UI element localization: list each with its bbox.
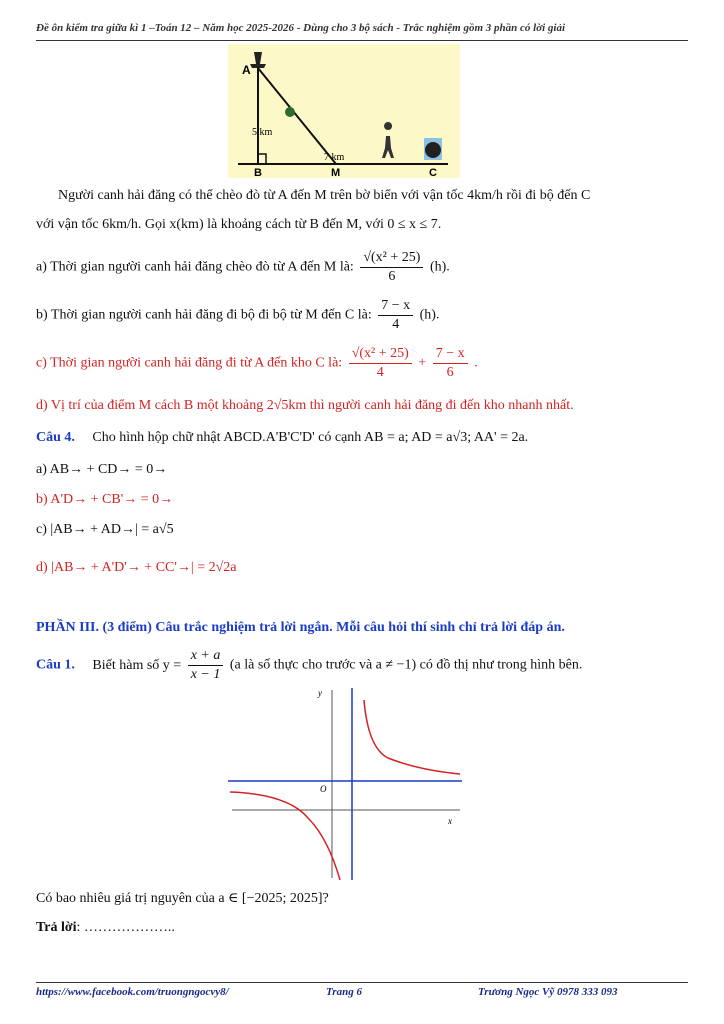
intro-line-2: với vận tốc 6km/h. Gọi x(km) là khoảng cách từ B đến M, với 0 ≤ x ≤ 7.: [36, 217, 442, 232]
warehouse-shape: [425, 142, 441, 158]
plus-sign: +: [418, 355, 427, 371]
curve-left-branch: [230, 792, 340, 880]
q4-option-d: d) |AB→ + A'D'→ + CC'→| = 2√2a: [36, 560, 237, 575]
intro-line-1: Người canh hải đăng có thể chèo đò từ A đến M trên bờ biển với vận tốc 4km/h rồi đi bộ đến C: [58, 188, 591, 203]
statement-c-fraction-1: [349, 346, 412, 381]
fraction-numerator: x + a: [188, 648, 224, 666]
question-4-label: Câu 4.: [36, 430, 75, 445]
answer-blank: : ………………..: [76, 920, 175, 935]
label-M: M: [331, 167, 341, 178]
question-1: [36, 648, 582, 683]
page-header: Đề ôn kiểm tra giữa kì 1 –Toán 12 – Năm học 2025-2026 - Dùng cho 3 bộ sách - Trắc nghiệm gồm 3 phần có lời giải: [36, 22, 566, 34]
statement-a-unit: (h).: [429, 259, 450, 275]
statement-c-text: c) Thời gian người canh hải đăng đi từ A đến kho C là:: [36, 355, 343, 371]
footer-url[interactable]: https://www.facebook.com/truongngocvy8/: [36, 986, 229, 998]
part-3-heading: PHẦN III. (3 điểm) Câu trắc nghiệm trả lời ngắn. Mỗi câu hỏi thí sinh chỉ trả lời đáp án.: [36, 620, 565, 635]
statement-b-text: b) Thời gian người canh hải đăng đi bộ đi bộ từ M đến C là:: [36, 307, 372, 323]
fraction-numerator: 7 − x: [433, 346, 468, 364]
label-7km: 7 km: [324, 152, 345, 163]
coast-diagram: [228, 44, 460, 178]
question-4-stem: Cho hình hộp chữ nhật ABCD.A'B'C'D' có cạnh AB = a; AD = a√3; AA' = 2a.: [92, 430, 529, 445]
q4-option-c: c) |AB→ + AD→| = a√5: [36, 522, 174, 537]
label-y: y: [318, 688, 322, 698]
answer-label: Trả lời: [36, 920, 77, 935]
statement-a: [36, 250, 450, 285]
question-1-stem-after: (a là số thực cho trước và a ≠ −1) có đồ thị như trong hình bên.: [229, 657, 583, 673]
statement-b-unit: (h).: [419, 307, 440, 323]
q4-option-b: b) A'D→ + CB'→ = 0→: [36, 492, 174, 507]
fraction-numerator: √(x² + 25): [360, 250, 423, 268]
label-A: A: [242, 63, 251, 77]
footer-page-number: Trang 6: [326, 986, 362, 998]
fraction-numerator: 7 − x: [378, 298, 413, 316]
label-x: x: [448, 816, 452, 826]
fraction-denominator: 6: [388, 269, 396, 284]
label-B: B: [254, 167, 262, 178]
function-fraction: [188, 648, 224, 683]
label-origin: O: [320, 784, 327, 794]
fraction-numerator: √(x² + 25): [349, 346, 412, 364]
q4-option-a: a) AB→ + CD→ = 0→: [36, 462, 168, 477]
fraction-denominator: 4: [392, 317, 400, 332]
question-1-stem-before: Biết hàm số y =: [92, 657, 182, 673]
statement-c-end: .: [474, 355, 478, 371]
header-divider: [36, 40, 688, 41]
statement-a-fraction: [360, 250, 423, 285]
statement-c-fraction-2: [433, 346, 468, 381]
question-1-ask: Có bao nhiêu giá trị nguyên của a ∈ [−2025; 2025]?: [36, 891, 329, 906]
statement-c: [36, 346, 478, 381]
curve-right-branch: [364, 700, 460, 774]
answer-line: [36, 920, 175, 936]
statement-a-text: a) Thời gian người canh hải đăng chèo đò từ A đến M là:: [36, 259, 354, 275]
function-graph: [228, 688, 462, 880]
fraction-denominator: 6: [446, 365, 454, 380]
statement-d: d) Vị trí của điểm M cách B một khoảng 2√5km thì người canh hải đăng đi đến kho nhanh nhất.: [36, 398, 574, 413]
question-1-label: Câu 1.: [36, 657, 75, 673]
fraction-denominator: x − 1: [190, 667, 221, 682]
label-5km: 5 km: [252, 127, 273, 138]
statement-b-fraction: [378, 298, 413, 333]
label-C: C: [429, 167, 437, 178]
footer-author: Trương Ngọc Vỹ 0978 333 093: [478, 986, 618, 998]
fraction-denominator: 4: [376, 365, 384, 380]
boat-icon: [285, 107, 295, 117]
footer-divider: [36, 982, 688, 983]
statement-b: [36, 298, 439, 333]
question-4: [36, 430, 528, 446]
